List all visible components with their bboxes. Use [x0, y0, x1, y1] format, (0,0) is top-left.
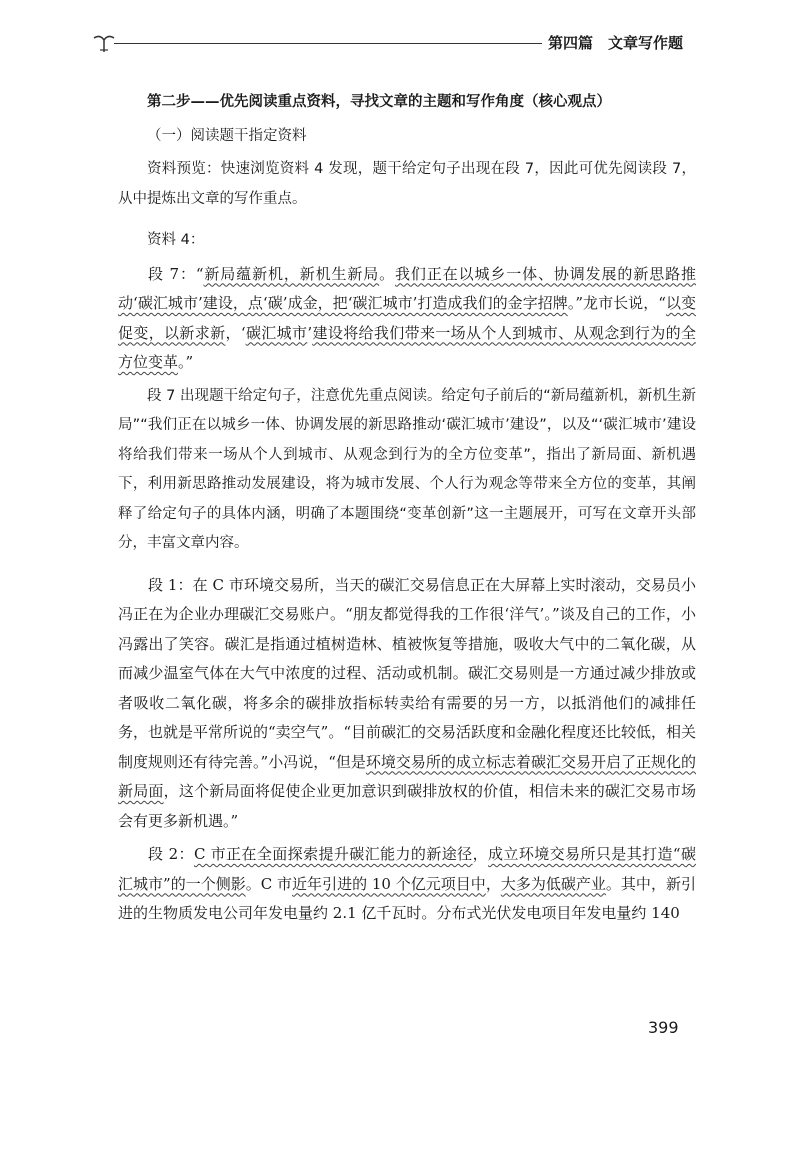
- text-run: 。C 市: [245, 874, 293, 893]
- underlined-phrase: 大多为低碳产业: [500, 874, 606, 893]
- header-rule: [114, 43, 542, 44]
- material-preview: 资料预览：快速浏览资料 4 发现，题干给定句子出现在段 7，因此可优先阅读段 7，从中提炼出文章的写作重点。: [118, 161, 697, 207]
- text-run: 段 2：: [148, 845, 194, 863]
- text-run: ，: [472, 845, 488, 863]
- page-body: [118, 88, 696, 929]
- material-paragraph-1: [118, 571, 696, 837]
- text-run: ，‘: [225, 323, 246, 342]
- text-run: ’: [307, 323, 313, 342]
- text-run: ，这个新局面将促使企业更加意识到碳排放权的价值，相信未来的碳汇交易市场会有更多新机遇。”: [118, 782, 696, 830]
- material-label: 资料 4：: [147, 232, 205, 248]
- text-run: 。: [379, 264, 396, 283]
- step-title: 第二步——优先阅读重点资料，寻找文章的主题和写作角度（核心观点）: [147, 94, 611, 110]
- underlined-phrase: 新局蕴新机，新机生新局: [203, 264, 380, 283]
- subheading: （一）阅读题干指定资料: [147, 127, 307, 144]
- page-number: 399: [648, 1018, 679, 1037]
- running-header: [92, 30, 712, 58]
- text-run: 。其中，新引进的生物质发电公司年发电量约 2.1 亿千瓦时。分布式光伏发电项目年发电量约 140: [118, 874, 696, 922]
- material-paragraph-2: [118, 840, 696, 929]
- underlined-phrase: 成立环境交易所只是其打造“碳汇城市”的一个侧影: [118, 845, 696, 893]
- underlined-phrase: 碳汇城市: [245, 323, 308, 342]
- analysis-paragraph: 段 7 出现题干给定句子，注意优先重点阅读。给定句子前后的“新局蕴新机，新机生新局”“我们正在以城乡一体、协调发展的新思路推动‘碳汇城市’建设”，以及“‘碳汇城市’建设将给我们带来一场从个人到城市、从观念到行为的全方位变革”，指出了新局面、新机遇下，利用新思路推动发展建设，将为城市发展、个人行为观念等带来全方位的变革，其阐释了给定句子的具体内涵，明确了本题围绕“变革创新”这一主题展开，可写在文章开头部分，丰富文章内容。: [118, 387, 696, 551]
- text-run: 段 1：在 C 市环境交易所，当天的碳汇交易信息正在大屏幕上实时滚动，交易员小冯正在为企业办理碳汇交易账户。“朋友都觉得我的工作很‘洋气’。”谈及自己的工作，小冯露出了笑容。碳汇是指通过植树造林、植被恢复等措施，吸收大气中的二氧化碳，从而减少温室气体在大气中浓度的过程、活动或机制。碳汇交易则是一方通过减少排放或者吸收二氧化碳，将多余的碳排放指标转卖给有需要的另一方，以抵消他们的减排任务，也就是平常所说的“卖空气”。“目前碳汇的交易活跃度和金融化程度还比较低，相关制度规则还有待完善。”小冯说，“但是: [118, 575, 697, 771]
- underlined-phrase: 我们正在以城乡一体、协调发展的新思路推动‘碳汇城市’建设，点‘碳’成金，把‘碳汇城市’打造成我们的金字招牌: [118, 264, 696, 312]
- material-paragraph-7: [118, 260, 696, 378]
- underlined-phrase: 以变促变，以新求新: [118, 294, 696, 342]
- underlined-phrase: C 市正在全面探索提升碳汇能力的新途径: [193, 845, 473, 863]
- ornament-icon: [92, 30, 116, 54]
- text-run: 段 7：“: [148, 264, 204, 283]
- chapter-title: 第四篇 文章写作题: [548, 34, 684, 52]
- underlined-phrase: 近年引进的 10 个亿元项目中: [292, 874, 486, 893]
- underlined-phrase: 建设将给我们带来一场从个人到城市、从观念到行为的全方位变革: [118, 323, 696, 371]
- underlined-phrase: 环境交易所的成立标志着碳汇交易开启了正规化的新局面: [118, 752, 696, 800]
- text-run: 。”: [178, 353, 194, 371]
- text-run: ，: [485, 874, 501, 893]
- text-run: 。”龙市长说，“: [567, 294, 666, 312]
